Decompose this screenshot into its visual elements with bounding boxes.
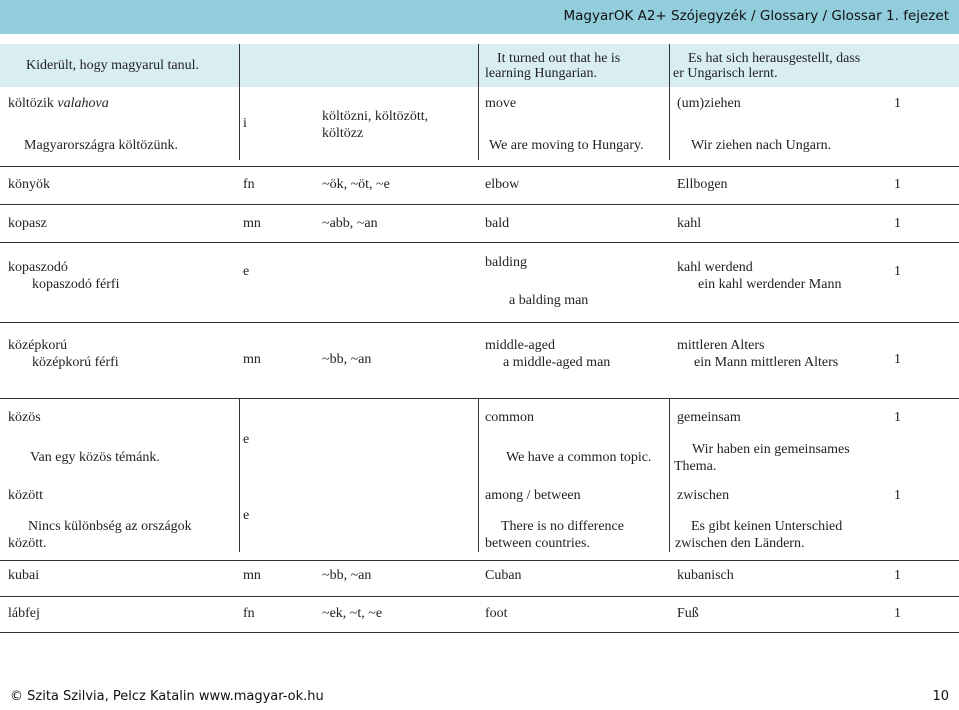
example-en: We have a common topic.	[506, 450, 652, 465]
english: move	[485, 96, 517, 111]
example-hu: Van egy közös témánk.	[30, 450, 160, 465]
row-divider	[0, 398, 959, 399]
row-divider	[0, 204, 959, 205]
page-title: MagyarOK A2+ Szójegyzék / Glossary / Glossar 1. fejezet	[563, 8, 949, 24]
example-de: Wir haben ein gemeinsames	[692, 442, 850, 457]
word-type: mn	[243, 352, 261, 367]
word-forms: költözni, költözött,	[322, 109, 429, 124]
lesson-number: 1	[894, 410, 901, 425]
lesson-number: 1	[894, 216, 901, 231]
lesson-number: 1	[894, 488, 901, 503]
row-divider	[0, 322, 959, 323]
english: middle-aged	[485, 338, 555, 353]
lesson-number: 1	[894, 96, 901, 111]
row-divider	[0, 632, 959, 633]
english: among / between	[485, 488, 581, 503]
english: elbow	[485, 177, 520, 192]
headword: középkorú	[8, 338, 68, 353]
example-en: a middle-aged man	[503, 355, 611, 370]
example-de: er Ungarisch lernt.	[673, 66, 778, 81]
headword: kopaszodó	[8, 260, 68, 275]
lesson-number: 1	[894, 352, 901, 367]
word-type: e	[243, 432, 250, 447]
headword: között	[8, 488, 43, 503]
german: kahl	[677, 216, 702, 231]
example-de: Es gibt keinen Unterschied	[691, 519, 843, 534]
row-divider	[0, 242, 959, 243]
lesson-number: 1	[894, 264, 901, 279]
row-divider	[0, 596, 959, 597]
example-hu: kopaszodó férfi	[32, 277, 120, 292]
german: kubanisch	[677, 568, 734, 583]
lesson-number: 1	[894, 177, 901, 192]
word-forms: ~ök, ~öt, ~e	[322, 177, 390, 192]
example-de: ein Mann mittleren Alters	[694, 355, 839, 370]
row-divider	[0, 166, 959, 167]
example-hu: középkorú férfi	[32, 355, 119, 370]
german: zwischen	[677, 488, 730, 503]
column-divider	[669, 44, 670, 160]
word-type: e	[243, 264, 250, 279]
lesson-number: 1	[894, 606, 901, 621]
word-type: e	[243, 508, 250, 523]
lesson-number: 1	[894, 568, 901, 583]
example-en: between countries.	[485, 536, 590, 551]
word-forms: ~abb, ~an	[322, 216, 378, 231]
example-hu: Magyarországra költözünk.	[24, 138, 178, 153]
german: mittleren Alters	[677, 338, 765, 353]
word-type: i	[243, 116, 247, 131]
example-en: There is no difference	[501, 519, 624, 534]
column-divider	[239, 44, 240, 160]
column-divider	[239, 398, 240, 552]
german: Fuß	[677, 606, 699, 621]
headword: közös	[8, 410, 41, 425]
headword: lábfej	[8, 606, 40, 621]
german: (um)ziehen	[677, 96, 741, 111]
headword: kopasz	[8, 216, 47, 231]
row-divider	[0, 560, 959, 561]
english: foot	[485, 606, 508, 621]
example-en: We are moving to Hungary.	[489, 138, 644, 153]
english: balding	[485, 255, 527, 270]
english: Cuban	[485, 568, 522, 583]
example-de: ein kahl werdender Mann	[698, 277, 842, 292]
example-de: zwischen den Ländern.	[675, 536, 805, 551]
page-number: 10	[932, 689, 949, 704]
column-divider	[478, 398, 479, 552]
example-hu: között.	[8, 536, 47, 551]
german: gemeinsam	[677, 410, 741, 425]
english: common	[485, 410, 534, 425]
headword: költözik valahova	[8, 96, 109, 111]
english: bald	[485, 216, 510, 231]
german: Ellbogen	[677, 177, 728, 192]
headword-object: valahova	[57, 96, 109, 111]
german: kahl werdend	[677, 260, 753, 275]
column-divider	[478, 44, 479, 160]
example-de: Thema.	[674, 459, 717, 474]
word-forms: költözz	[322, 126, 364, 141]
headword: könyök	[8, 177, 50, 192]
example-en: learning Hungarian.	[485, 66, 597, 81]
headword: kubai	[8, 568, 40, 583]
example-hu: Nincs különbség az országok	[28, 519, 192, 534]
column-divider	[669, 398, 670, 552]
example-en: a balding man	[509, 293, 589, 308]
example-en: It turned out that he is	[497, 51, 621, 66]
example-de: Wir ziehen nach Ungarn.	[691, 138, 832, 153]
word-type: fn	[243, 606, 255, 621]
word-forms: ~bb, ~an	[322, 352, 372, 367]
word-type: mn	[243, 216, 261, 231]
word-type: mn	[243, 568, 261, 583]
word-forms: ~ek, ~t, ~e	[322, 606, 383, 621]
word-type: fn	[243, 177, 255, 192]
example-hu: Kiderült, hogy magyarul tanul.	[26, 58, 200, 73]
example-de: Es hat sich herausgestellt, dass	[688, 51, 861, 66]
word-forms: ~bb, ~an	[322, 568, 372, 583]
footer-copyright: © Szita Szilvia, Pelcz Katalin www.magyar-ok.hu	[10, 689, 324, 704]
